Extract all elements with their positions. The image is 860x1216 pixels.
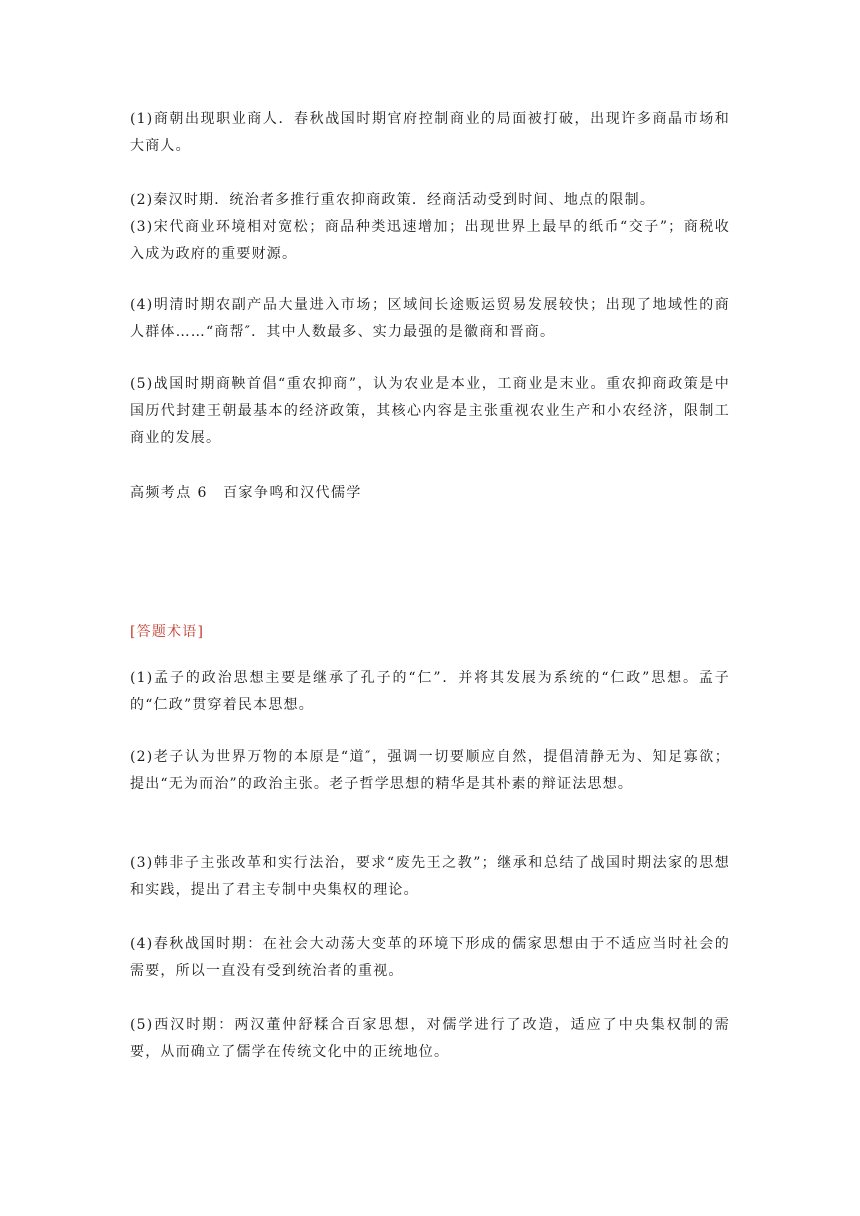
- commerce-point-2: (2)秦汉时期．统治者多推行重农抑商政策．经商活动受到时间、地点的限制。: [130, 192, 656, 208]
- commerce-point-1: (1)商朝出现职业商人．春秋战国时期官府控制商业的局面被打破，出现许多商晶市场和大商人。: [130, 111, 730, 154]
- section-heading: 高频考点 6 百家争鸣和汉代儒学: [130, 485, 362, 501]
- commerce-point-4: (4)明清时期农副产品大量进入市场；区域间长途贩运贸易发展较快；出现了地域性的商人群体……“商帮″．其中人数最多、实力最强的是徽商和晋商。: [130, 297, 730, 340]
- thought-point-2: (2)老子认为世界万物的本原是“道″，强调一切要顺应自然，提倡清静无为、知足寡欲；提出“无为而治”的政治主张。老子哲学思想的精华是其朴素的辩证法思想。: [130, 749, 730, 792]
- thought-point-1: (1)孟子的政治思想主要是继承了孔子的“仁”．并将其发展为系统的“仁政”思想。孟子的“仁政”贯穿着民本思想。: [130, 670, 730, 713]
- answer-terms-label: [答题术语]: [130, 624, 205, 640]
- commerce-point-3: (3)宋代商业环境相对宽松；商品种类迅速增加；出现世界上最早的纸币“交子”；商税收入成为政府的重要财源。: [130, 219, 730, 262]
- thought-point-5: (5)西汉时期：两汉董仲舒糅合百家思想，对儒学进行了改造，适应了中央集权制的需要，从而确立了儒学在传统文化中的正统地位。: [130, 1017, 730, 1060]
- thought-point-3: (3)韩非子主张改革和实行法治，要求“废先王之教”；继承和总结了战国时期法家的思想和实践，提出了君主专制中央集权的理论。: [130, 855, 730, 898]
- commerce-point-5: (5)战国时期商鞅首倡“重农抑商”，认为农业是本业，工商业是末业。重农抑商政策是中国历代封建王朝最基本的经济政策，其核心内容是主张重视农业生产和小农经济，限制工商业的发展。: [130, 376, 730, 446]
- thought-point-4: (4)春秋战国时期：在社会大动荡大变革的环境下形成的儒家思想由于不适应当时社会的需要，所以一直没有受到统治者的重视。: [130, 936, 730, 979]
